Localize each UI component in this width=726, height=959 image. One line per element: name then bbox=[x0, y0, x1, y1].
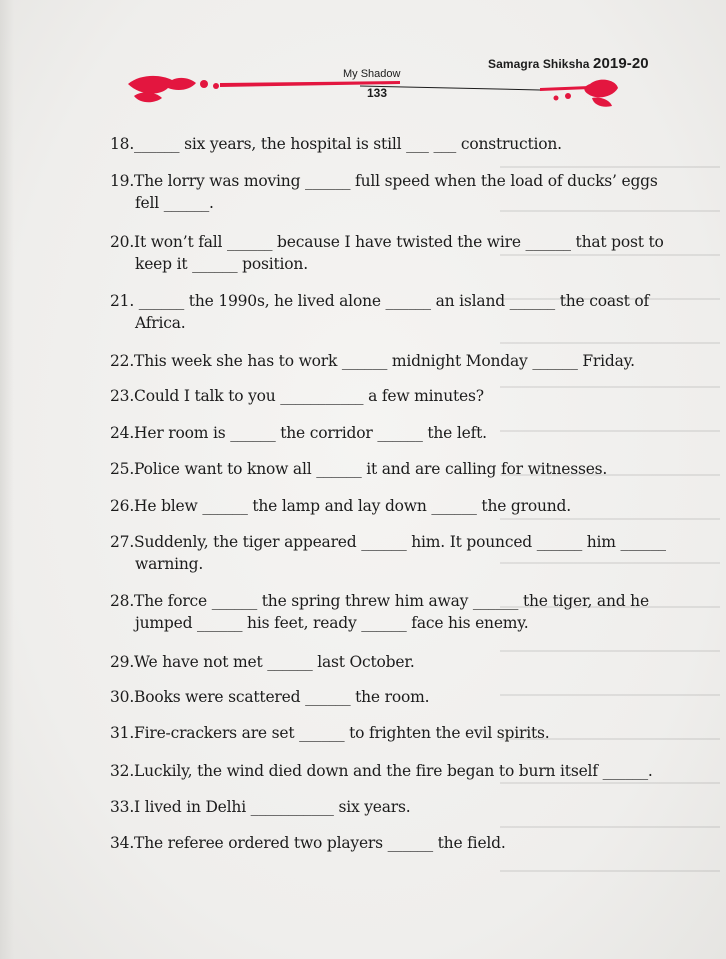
question-26 bbox=[110, 495, 670, 517]
question-text: 24.Her room is ______ the corridor ______ the left. bbox=[110, 424, 487, 442]
question-text-continued: fell ______. bbox=[135, 194, 214, 212]
book-title: My Shadow bbox=[343, 68, 401, 80]
question-25 bbox=[110, 458, 670, 480]
question-31 bbox=[110, 722, 670, 744]
page-edge-shadow bbox=[0, 0, 14, 959]
question-text: 19.The lorry was moving ______ full speed when the load of ducks’ eggs bbox=[110, 172, 658, 190]
question-text: 20.It won’t fall ______ because I have twisted the wire ______ that post to bbox=[110, 233, 664, 251]
question-text-continued: Africa. bbox=[135, 314, 186, 332]
question-22 bbox=[110, 350, 670, 372]
question-27 bbox=[110, 531, 670, 575]
question-20 bbox=[110, 231, 670, 275]
question-30 bbox=[110, 686, 670, 708]
question-text: 25.Police want to know all ______ it and are calling for witnesses. bbox=[110, 460, 608, 478]
question-18 bbox=[110, 133, 670, 155]
question-28 bbox=[110, 590, 670, 634]
question-text: 31.Fire-crackers are set ______ to frighten the evil spirits. bbox=[110, 724, 550, 742]
question-text: 26.He blew ______ the lamp and lay down ______ the ground. bbox=[110, 497, 571, 515]
question-text: 34.The referee ordered two players ______ the field. bbox=[110, 834, 506, 852]
question-text: 27.Suddenly, the tiger appeared ______ him. It pounced ______ him ______ bbox=[110, 533, 666, 551]
publisher-name: Samagra Shiksha bbox=[488, 57, 590, 71]
question-text: 23.Could I talk to you ___________ a few minutes? bbox=[110, 387, 484, 405]
question-32 bbox=[110, 760, 670, 782]
question-text: 22.This week she has to work ______ midnight Monday ______ Friday. bbox=[110, 352, 635, 370]
question-text-continued: keep it ______ position. bbox=[135, 255, 308, 273]
question-text: 30.Books were scattered ______ the room. bbox=[110, 688, 430, 706]
question-text: 21. ______ the 1990s, he lived alone ______ an island ______ the coast of bbox=[110, 292, 650, 310]
question-text: 18.______ six years, the hospital is still ___ ___ construction. bbox=[110, 135, 562, 153]
question-23 bbox=[110, 385, 670, 407]
question-19 bbox=[110, 170, 670, 214]
question-text-continued: jumped ______ his feet, ready ______ face his enemy. bbox=[135, 614, 529, 632]
question-text: 29.We have not met ______ last October. bbox=[110, 653, 415, 671]
question-24 bbox=[110, 422, 670, 444]
question-text: 28.The force ______ the spring threw him away ______ the tiger, and he bbox=[110, 592, 649, 610]
question-21 bbox=[110, 290, 670, 334]
publisher-year: 2019-20 bbox=[593, 55, 649, 72]
question-text-continued: warning. bbox=[135, 555, 204, 573]
question-text: 33.I lived in Delhi ___________ six years. bbox=[110, 798, 411, 816]
question-29 bbox=[110, 651, 670, 673]
page-number: 133 bbox=[367, 86, 388, 100]
question-text: 32.Luckily, the wind died down and the fire began to burn itself ______. bbox=[110, 762, 653, 780]
question-33 bbox=[110, 796, 670, 818]
question-34 bbox=[110, 832, 670, 854]
